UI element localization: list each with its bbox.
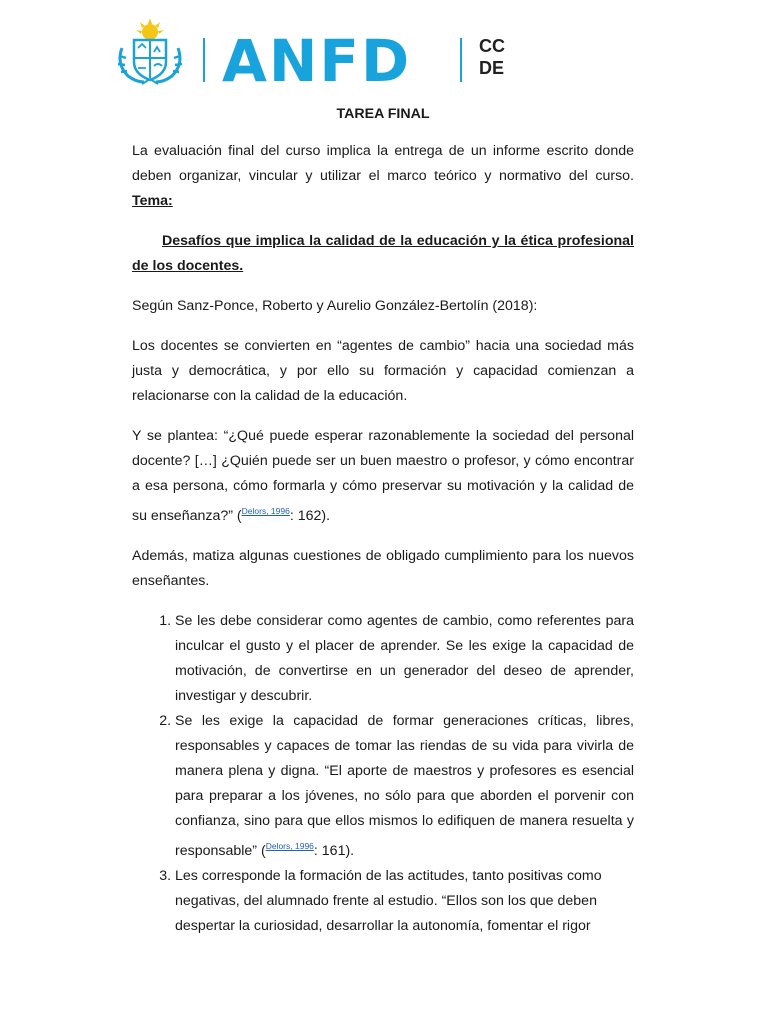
header [114,18,514,95]
paragraph-question [132,424,634,529]
paragraph-obligations: Además, matiza algunas cuestiones de obligado cumplimiento para los nuevos enseñantes. [132,548,634,589]
obligations-list [132,609,634,939]
header-side-line: DE [479,58,505,78]
header-side-text [479,35,505,79]
paragraph-question-text: Y se plantea: “¿Qué puede esperar razonablemente la sociedad del personal docente? […] ¿Quién puede ser un buen maestro o profesor, y cómo encontrar a esa persona, cómo formarla y cómo preservar su motivación y la calidad de su enseñanza?” ( [132,428,634,524]
list-item [175,609,634,709]
header-divider [460,38,462,82]
brand-logo-text: ANFD [222,27,412,95]
citation-link[interactable]: Delors, 1996 [241,506,290,516]
header-side-line: CC [479,36,505,56]
header-divider [203,38,205,82]
document-title: TAREA FINAL [336,106,430,122]
list-item-text: Se les exige la capacidad de formar generaciones críticas, libres, responsables y capaces de tomar las riendas de su vida para vivirla de manera plena y digna. “El aporte de maestros y profesores es esencial para preparar a los jóvenes, no sólo para que aborden el porvenir con confianza, sino para que ellos mismos lo edifiquen de manera resuelta y responsable” ( [175,713,634,859]
list-item-text: Se les debe considerar como agentes de cambio, como referentes para inculcar el gusto y el placer de aprender. Se les exige la capacidad de motivación, de convertirse en un generador del deseo de aprender, investigar y descubrir. [175,613,634,704]
document-body [132,102,634,939]
paragraph-agents-of-change: Los docentes se convierten en “agentes de cambio” hacia una sociedad más justa y democrática, y por ello su formación y capacidad comienzan a relacionarse con la calidad de la educación. [132,338,634,404]
citation-page: : 162). [289,508,331,524]
uruguay-coat-of-arms-icon [114,18,186,86]
tema-label: Tema: [132,193,173,209]
citation-page: : 161). [313,843,355,859]
intro-paragraph [132,139,634,214]
list-item [175,709,634,864]
citation-link[interactable]: Delors, 1996 [265,841,314,851]
source-line: Según Sanz-Ponce, Roberto y Aurelio González-Bertolín (2018): [132,298,538,314]
topic-heading: Desafíos que implica la calidad de la educación y la ética profesional de los docentes. [132,233,634,274]
intro-text: La evaluación final del curso implica la entrega de un informe escrito donde deben organizar, vincular y utilizar el marco teórico y normativo del curso. [132,143,634,184]
list-item-text: Les corresponde la formación de las actitudes, tanto positivas como negativas, del alumnado frente al estudio. “Ellos son los que deben despertar la curiosidad, desarrollar la autonomía, fomentar el rigor [175,868,602,934]
list-item [175,864,634,939]
